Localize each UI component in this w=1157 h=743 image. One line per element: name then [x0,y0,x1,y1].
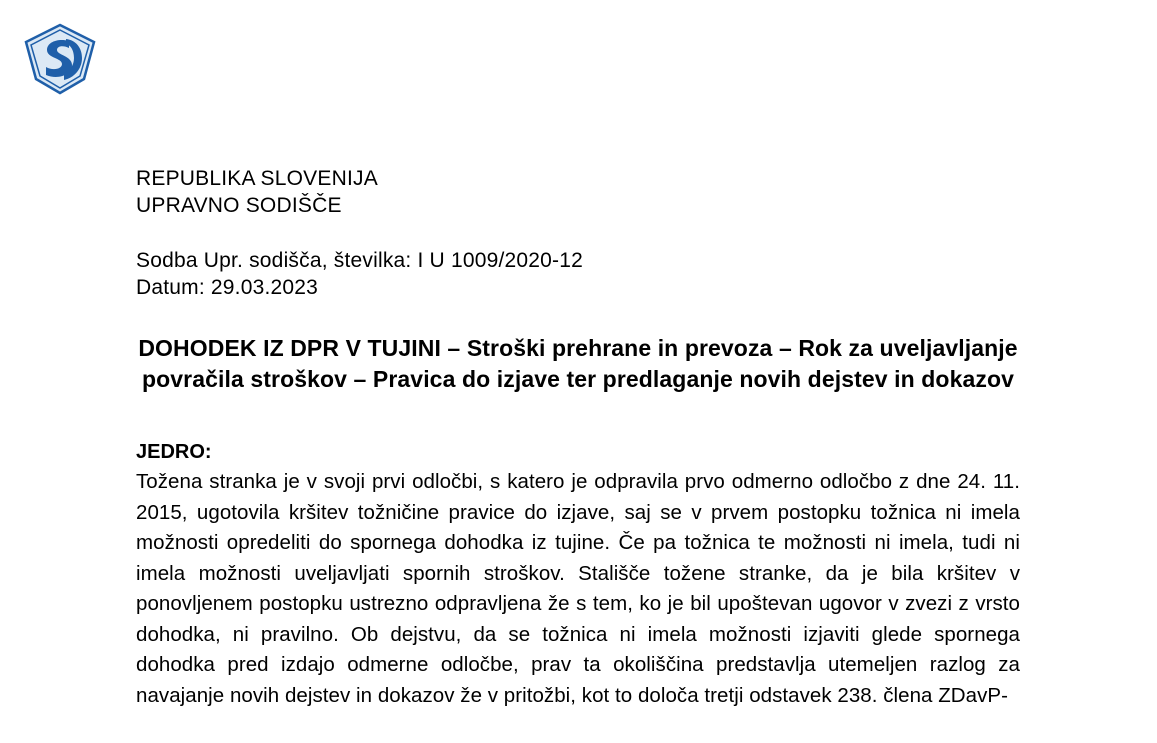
sodni-znak-logo [22,22,98,96]
court-name: UPRAVNO SODIŠČE [136,194,342,217]
case-number-line: Sodba Upr. sodišča, številka: I U 1009/2020-12 [136,249,583,272]
document-content [136,165,1020,711]
case-date-line: Datum: 29.03.2023 [136,276,319,299]
section-heading-jedro: JEDRO: [136,441,212,463]
jedro-paragraph: Tožena stranka je v svoji prvi odločbi, s katero je odpravila prvo odmerno odločbo z dne 24. 11. 2015, ugotovila kršitev tožničine pravice do izjave, saj se v prvem postopku tožnica ni imela možnosti opredeliti do spornega dohodka iz tujine. Če pa tožnica te možnosti ni imela, tudi ni imela možnosti uveljavljati spornih stroškov. Stališče tožene stranke, da je bila kršitev v ponovljenem postopku ustrezno odpravljena že s tem, ko je bil upoštevan ugovor v zvezi z vrsto dohodka, ni pravilno. Ob dejstvu, da se tožnica ni imela možnosti izjaviti glede spornega dohodka pred izdajo odmerne odločbe, prav ta okoliščina predstavlja utemeljen razlog za navajanje novih dejstev in dokazov že v pritožbi, kot to določa tretji odstavek 238. člena ZDavP- [136,470,1020,707]
court-header [136,165,1020,219]
court-country: REPUBLIKA SLOVENIJA [136,167,378,190]
document-title: DOHODEK IZ DPR V TUJINI – Stroški prehrane in prevoza – Rok za uveljavljanje povračila stroškov – Pravica do izjave ter predlaganje novih dejstev in dokazov [138,335,1018,392]
case-metadata [136,247,1020,301]
